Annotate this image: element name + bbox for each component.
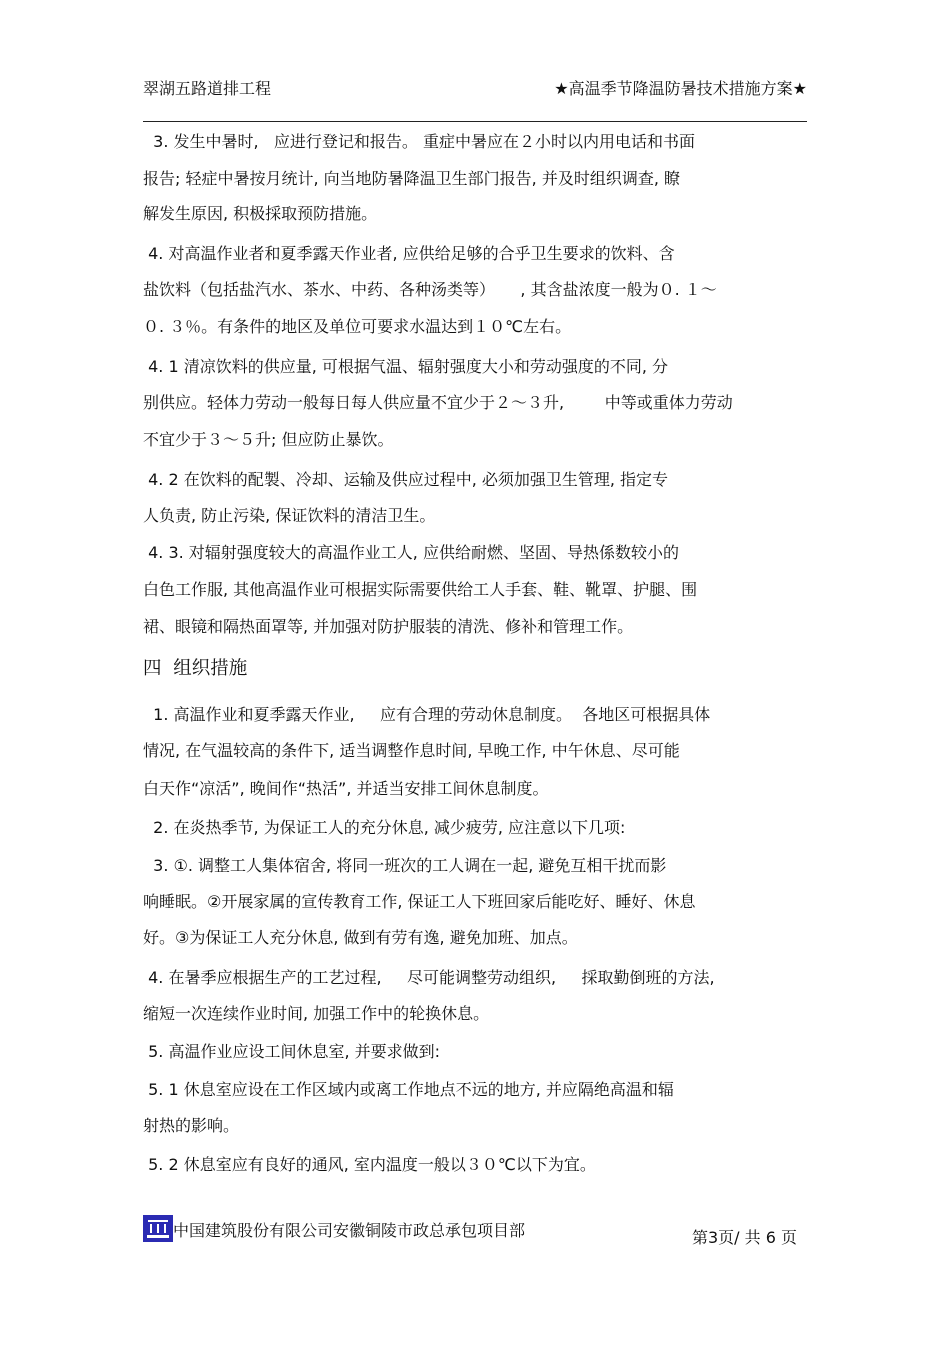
page-number: 第3页/ 共 6 页 bbox=[691, 1228, 797, 1247]
paragraph-line: 不宜少于３～５升; 但应防止暴饮。 bbox=[143, 430, 394, 449]
paragraph-line: 4. 2 在饮料的配製、冷却、运输及供应过程中, 必须加强卫生管理, 指定专 bbox=[143, 470, 669, 489]
paragraph-line: 4. 对高温作业者和夏季露天作业者, 应供给足够的合乎卫生要求的饮料、含 bbox=[143, 244, 675, 263]
page-footer bbox=[143, 1213, 807, 1245]
paragraph-line: 缩短一次连续作业时间, 加强工作中的轮换休息。 bbox=[143, 1004, 490, 1023]
paragraph-line: 4. 3. 对辐射强度较大的高温作业工人, 应供给耐燃、坚固、导热係数较小的 bbox=[143, 543, 679, 562]
paragraph-line: 响睡眠。②开展家属的宣传教育工作, 保证工人下班回家后能吃好、睡好、休息 bbox=[143, 892, 696, 911]
paragraph-line: 射热的影响。 bbox=[143, 1116, 240, 1135]
paragraph-line: 4. 1 清凉饮料的供应量, 可根据气温、辐射强度大小和劳动强度的不同, 分 bbox=[143, 357, 669, 376]
project-name: 翠湖五路道排工程 bbox=[143, 79, 272, 98]
paragraph-line: 解发生原因, 积极採取预防措施。 bbox=[143, 204, 378, 223]
paragraph-line: 1. 高温作业和夏季露天作业, 应有合理的劳动休息制度。 各地区可根据具体 bbox=[143, 705, 711, 724]
company-name: 中国建筑股份有限公司安徽铜陵市政总承包项目部 bbox=[173, 1221, 526, 1240]
paragraph-line: 5. 高温作业应设工间休息室, 并要求做到: bbox=[143, 1042, 441, 1061]
company-logo-icon bbox=[143, 1215, 173, 1242]
paragraph-line: ０. ３％。有条件的地区及单位可要求水温达到１０℃左右。 bbox=[143, 317, 572, 336]
paragraph-line: 好。③为保证工人充分休息, 做到有劳有逸, 避免加班、加点。 bbox=[143, 928, 578, 947]
page-header bbox=[143, 76, 807, 104]
paragraph-line: 4. 在暑季应根据生产的工艺过程, 尽可能调整劳动组织, 採取勤倒班的方法, bbox=[143, 968, 715, 987]
paragraph-line: 盐饮料（包括盐汽水、茶水、中药、各种汤类等） , 其含盐浓度一般为０. １～ bbox=[143, 280, 717, 299]
paragraph-line: 人负责, 防止污染, 保证饮料的清洁卫生。 bbox=[143, 506, 436, 525]
header-divider bbox=[143, 121, 807, 122]
paragraph-line: 别供应。轻体力劳动一般每日每人供应量不宜少于２～３升, 中等或重体力劳动 bbox=[143, 393, 733, 412]
paragraph-line: 5. 1 休息室应设在工作区域内或离工作地点不远的地方, 并应隔绝高温和辐 bbox=[143, 1080, 674, 1099]
document-title: ★高温季节降温防暑技术措施方案★ bbox=[554, 79, 807, 98]
paragraph-line: 3. ①. 调整工人集体宿舍, 将同一班次的工人调在一起, 避免互相干扰而影 bbox=[143, 856, 667, 875]
paragraph-line: 5. 2 休息室应有良好的通风, 室内温度一般以３０℃以下为宜。 bbox=[143, 1155, 596, 1174]
paragraph-line: 3. 发生中暑时, 应进行登记和报告。 重症中暑应在２小时以内用电话和书面 bbox=[143, 132, 695, 151]
section-heading: 四 组织措施 bbox=[143, 658, 248, 679]
paragraph-line: 报告; 轻症中暑按月统计, 向当地防暑降温卫生部门报告, 并及时组织调查, 瞭 bbox=[143, 169, 680, 188]
paragraph-line: 白天作“凉活”, 晚间作“热活”, 并适当安排工间休息制度。 bbox=[143, 779, 549, 798]
paragraph-line: 裙、眼镜和隔热面罩等, 并加强对防护服装的清洗、修补和管理工作。 bbox=[143, 617, 634, 636]
paragraph-line: 情况, 在气温较高的条件下, 适当调整作息时间, 早晚工作, 中午休息、尽可能 bbox=[143, 741, 680, 760]
paragraph-line: 白色工作服, 其他高温作业可根据实际需要供给工人手套、鞋、靴罩、护腿、围 bbox=[143, 580, 698, 599]
paragraph-line: 2. 在炎热季节, 为保证工人的充分休息, 减少疲劳, 应注意以下几项: bbox=[143, 818, 626, 837]
